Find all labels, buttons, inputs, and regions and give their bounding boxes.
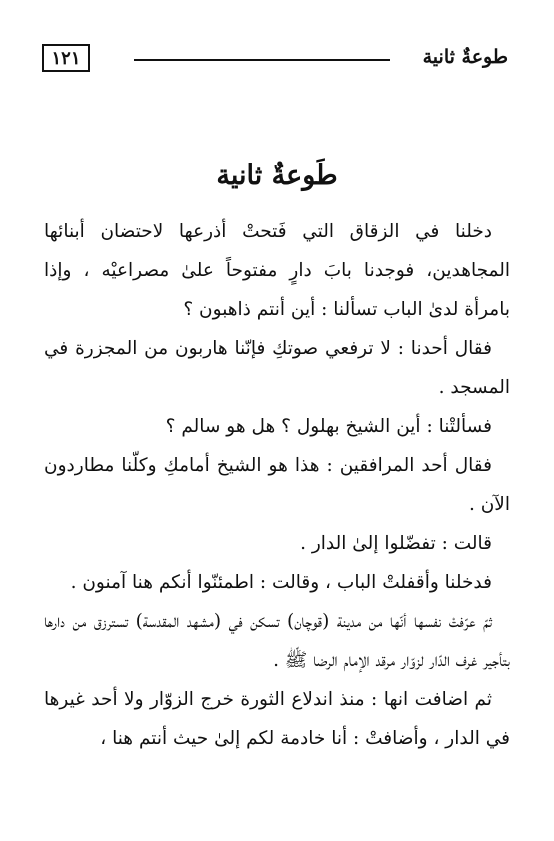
chapter-title: طَوعةٌ ثانية [216,160,338,191]
paragraph: ثمّ عرّفتْ نفسها أنّها من مدينة (قوچان) تسكن في (مشهد المقدسة) تسترزق من دارها بتأجير غرف الدّار لزوّار مرقد الإمام الرضا ﷺ . [44,611,510,671]
running-header [42,44,508,74]
paragraph: فدخلنا وأقفلتْ الباب ، وقالت : اطمئنّوا أنكم هنا آمنون . [70,572,492,593]
paragraph: فسألتْنا : أين الشيخ بهلول ؟ هل هو سالم ؟ [165,416,492,437]
running-title: طوعةٌ ثانية [422,46,508,68]
paragraph: فقال أحدنا : لا ترفعي صوتكِ فإنّنا هاربون من المجزرة في المسجد . [44,338,510,398]
paragraph: دخلنا في الزقاق التي فَتحتْ أذرعها لاحتضان أبنائها المجاهدين، فوجدنا بابَ دارٍ مفتوحاً علىٰ مصراعيْه ، وإذا بامرأة لدىٰ الباب تسألنا : أين أنتم ذاهبون ؟ [44,221,510,320]
paragraph: ثم اضافت انها : منذ اندلاع الثورة خرج الزوّار ولا أحد غيرها في الدار ، وأضافتْ : أنا خادمة لكم إلىٰ حيث أنتم هنا ، [44,689,510,749]
body-text [44,212,510,758]
header-rule [134,59,390,61]
paragraph: فقال أحد المرافقين : هذا هو الشيخ أمامكِ وكلّنا مطاردون الآن . [44,455,510,515]
page-number: ١٢١ [42,44,90,72]
paragraph: قالت : تفضّلوا إلىٰ الدار . [300,533,492,554]
